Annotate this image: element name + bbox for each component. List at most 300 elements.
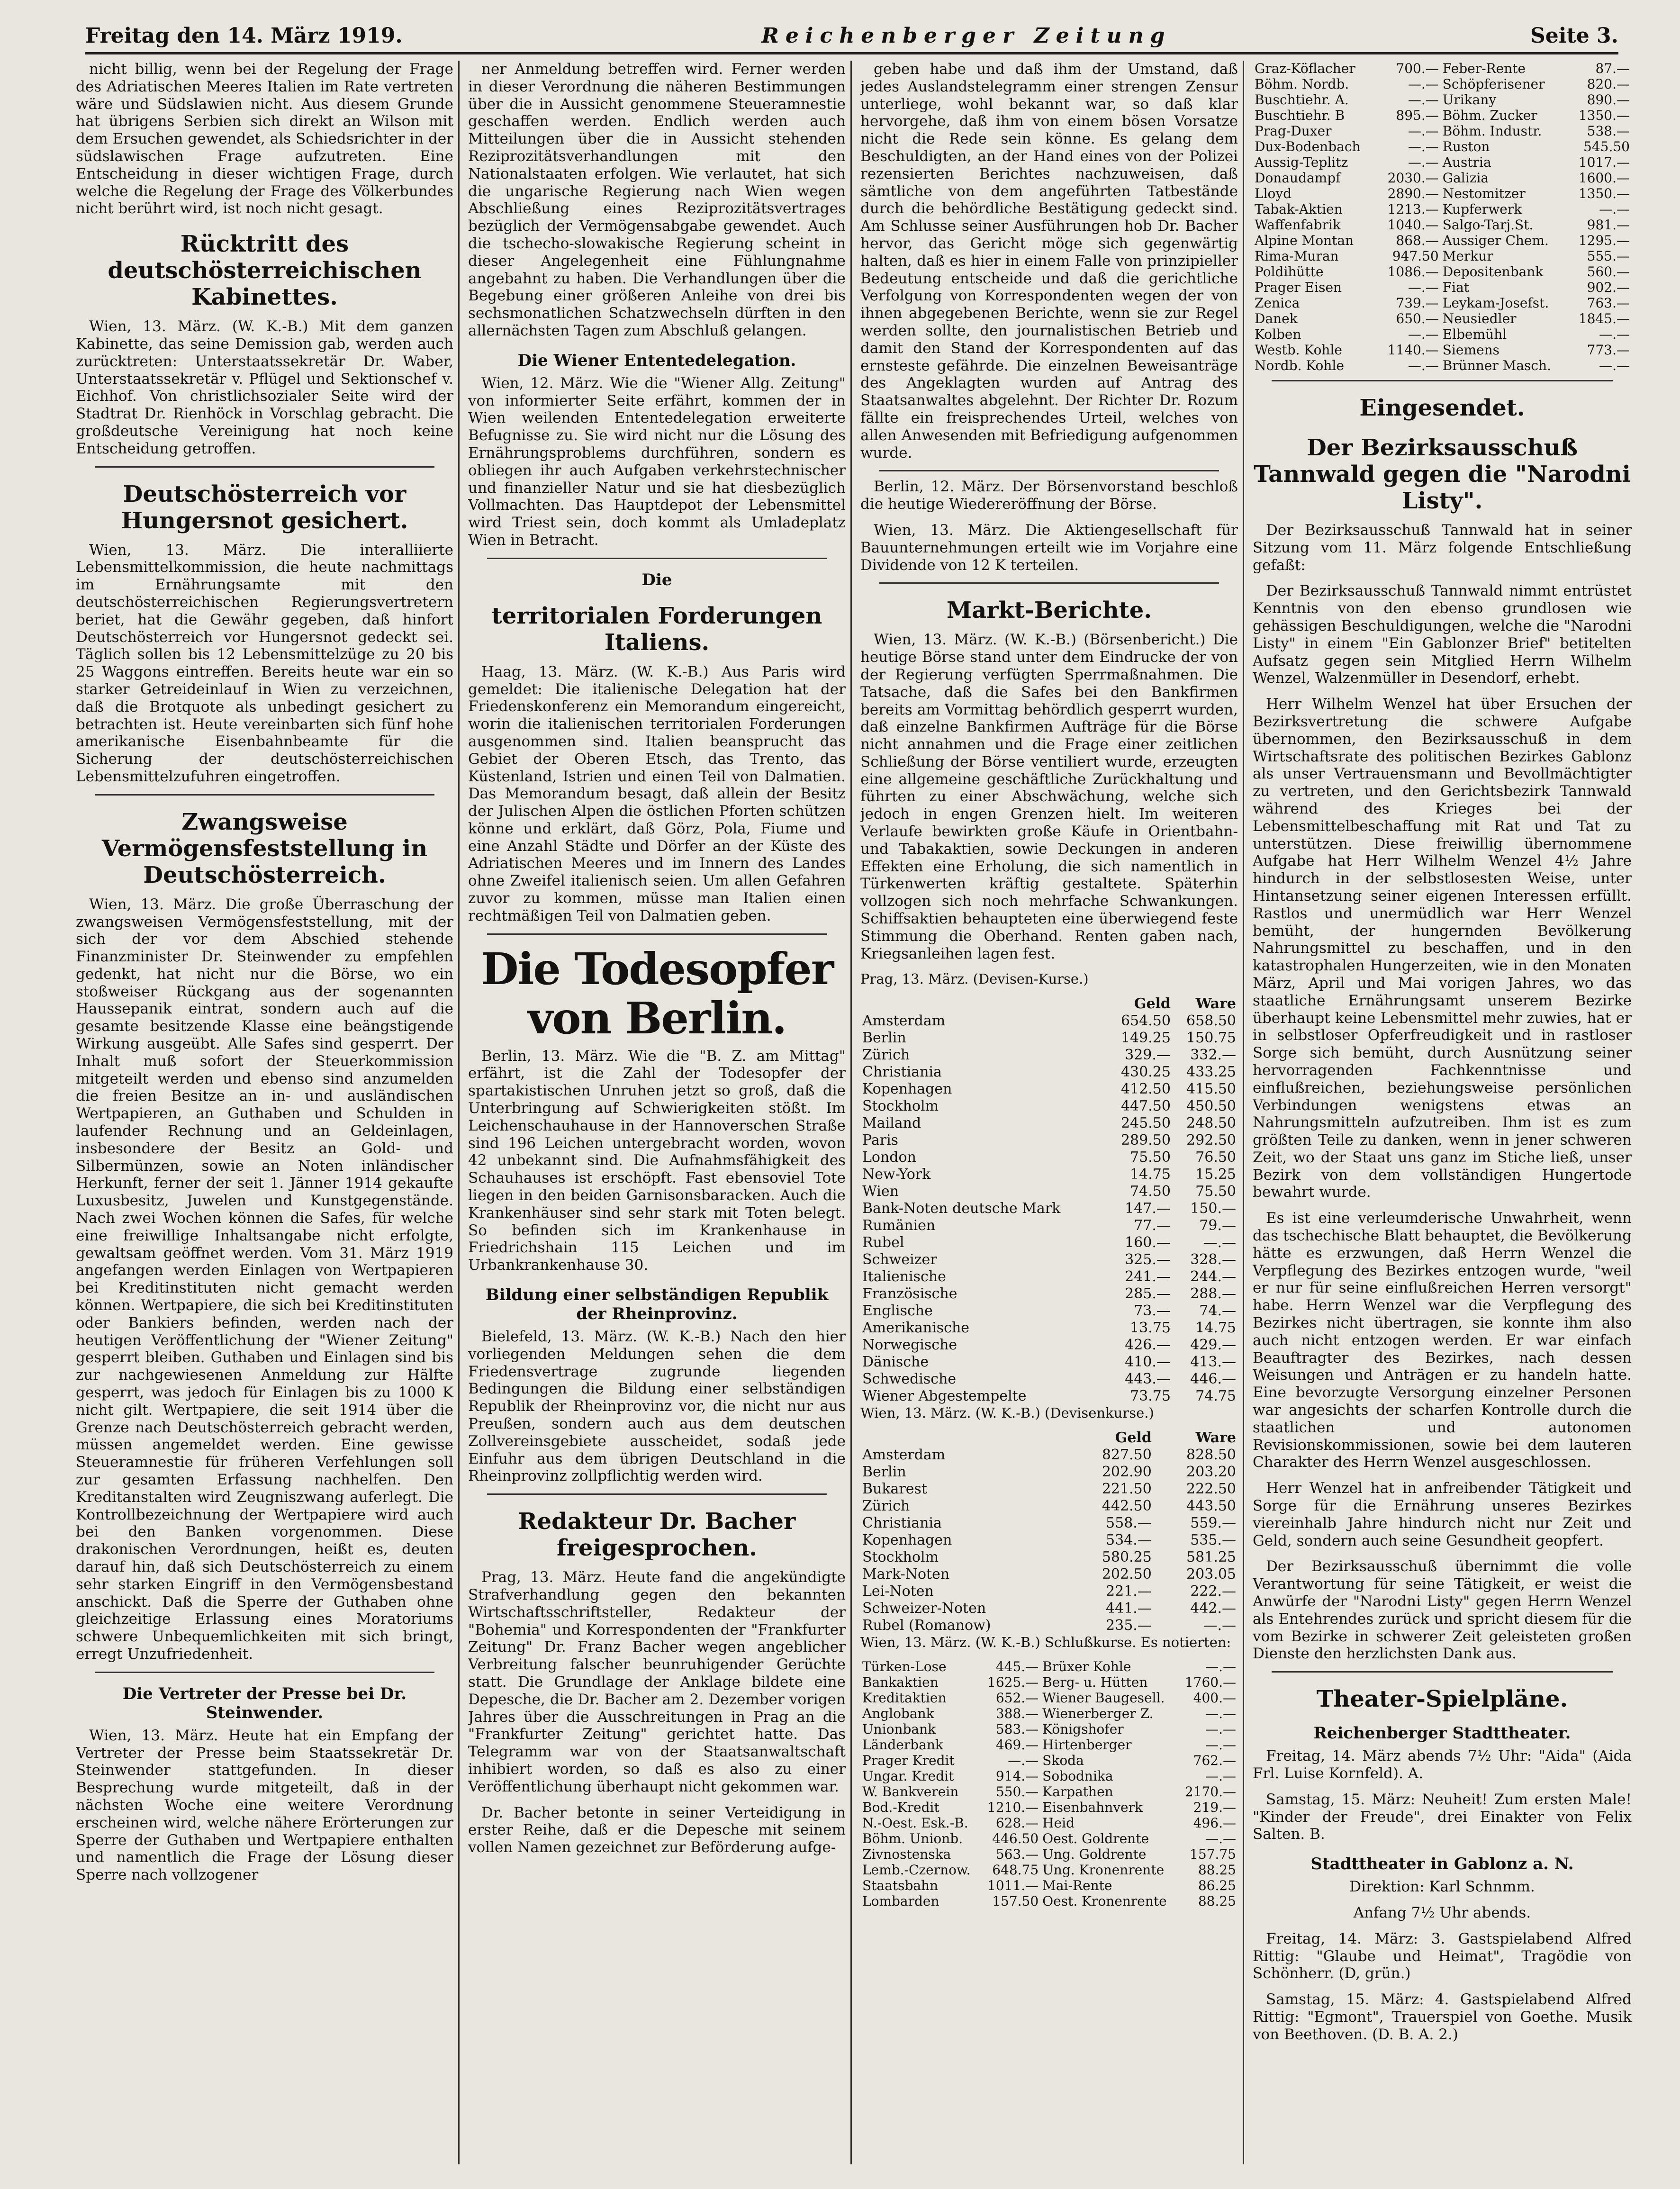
stock-price: 947.50 bbox=[1392, 248, 1439, 264]
stock-price: 763.— bbox=[1587, 295, 1630, 311]
stock-price: 628.— bbox=[995, 1815, 1039, 1831]
table-row bbox=[860, 1498, 1238, 1515]
stock-name: Elbemühl bbox=[1442, 326, 1507, 342]
stock-name: Karpathen bbox=[1042, 1784, 1113, 1800]
header-date: Freitag den 14. März 1919. bbox=[85, 23, 403, 48]
stock-price: —.— bbox=[1599, 201, 1630, 217]
stock-price: 1350.— bbox=[1578, 186, 1630, 201]
rate-geld: 74.50 bbox=[1130, 1183, 1171, 1200]
stock-name: Lloyd bbox=[1255, 186, 1292, 201]
stock-price: 700.— bbox=[1396, 61, 1439, 76]
stock-name: Nestomitzer bbox=[1442, 186, 1526, 201]
stock-price: 1140.— bbox=[1387, 342, 1439, 358]
table-row bbox=[860, 1753, 1238, 1768]
theater-name: Stadttheater in Gablonz a. N. bbox=[1310, 1854, 1574, 1874]
article-headline: Deutschösterreich vor Hungersnot gesichert. bbox=[121, 480, 408, 534]
divider bbox=[487, 933, 827, 935]
table-row bbox=[860, 1371, 1238, 1388]
table-row bbox=[860, 1566, 1238, 1583]
rate-geld: 13.75 bbox=[1130, 1320, 1171, 1337]
rate-ware: 559.— bbox=[1190, 1515, 1236, 1532]
stock-name: Wienerberger Z. bbox=[1042, 1706, 1154, 1722]
stock-name: Königshofer bbox=[1042, 1721, 1124, 1737]
header-page-number: Seite 3. bbox=[1530, 23, 1618, 48]
stock-price: 1017.— bbox=[1578, 154, 1630, 170]
currency-name: Amerikanische bbox=[862, 1320, 970, 1337]
table-row bbox=[860, 1784, 1238, 1800]
rate-geld: 654.50 bbox=[1120, 1013, 1171, 1030]
stock-price: 550.— bbox=[995, 1784, 1039, 1800]
currency-name: Schweizer bbox=[862, 1251, 937, 1268]
rate-geld: 430.25 bbox=[1120, 1064, 1171, 1081]
stock-name: Ung. Kronenrente bbox=[1042, 1862, 1165, 1878]
table-row bbox=[860, 1706, 1238, 1721]
stock-price: 652.— bbox=[995, 1690, 1039, 1706]
rate-ware: 244.— bbox=[1190, 1268, 1236, 1285]
currency-name: Mark-Noten bbox=[862, 1566, 950, 1583]
stock-price: 1210.— bbox=[987, 1800, 1039, 1816]
stock-price: 650.— bbox=[1396, 311, 1439, 326]
stock-price: 496.— bbox=[1193, 1815, 1236, 1831]
columns bbox=[76, 61, 1637, 2164]
divider bbox=[95, 794, 434, 796]
table-row bbox=[860, 1878, 1238, 1893]
currency-name: Schwedische bbox=[862, 1371, 957, 1388]
article-text: Haag, 13. März. (W. K.-B.) Aus Paris wird gemeldet: Die italienische Delegation hat der Friedenskonferenz ein Memorandum eingereicht, worin die italienischen territorialen Forderungen ausgenommen sind. Italien beansprucht das Gebiet der Oberen Etsch, das Trento, das Küstenland, Istrien und einen Teil von Dalmatien. Das Memorandum besagt, daß allein der Besitz der Julischen Alpen die östlichen Pforten schützen könne und erklärt, daß Görz, Pola, Fiume und eine Anzahl Städte und Dörfer an der Küste des Adriatischen Meeres und im Innern des Landes ohne Zweifel italienisch seien. Um allen Gefahren zuvor zu kommen, müsse man Italien einen rechtmäßigen Teil von Dalmatien geben. bbox=[468, 663, 846, 924]
stock-name: Urikany bbox=[1442, 92, 1497, 108]
stock-price: 469.— bbox=[995, 1737, 1039, 1753]
rate-ware: 450.50 bbox=[1186, 1098, 1236, 1115]
currency-name: Wiener Abgestempelte bbox=[862, 1388, 1027, 1405]
stock-name: W. Bankverein bbox=[862, 1784, 959, 1800]
rate-geld: 235.— bbox=[1106, 1617, 1152, 1634]
column-3 bbox=[860, 61, 1244, 2164]
table-row bbox=[860, 1815, 1238, 1831]
column-2 bbox=[468, 61, 852, 2164]
stock-price: 545.50 bbox=[1583, 139, 1630, 154]
currency-name: Kopenhagen bbox=[862, 1532, 952, 1549]
table-row bbox=[860, 1862, 1238, 1878]
table-row bbox=[860, 1690, 1238, 1706]
stock-price: —.— bbox=[1205, 1721, 1236, 1737]
stock-name: Ung. Goldrente bbox=[1042, 1846, 1147, 1863]
table-row bbox=[1253, 201, 1632, 217]
table-header-row bbox=[860, 995, 1238, 1013]
currency-name: Kopenhagen bbox=[862, 1081, 952, 1098]
stock-name: Austria bbox=[1442, 154, 1491, 170]
article-headline: Rücktritt des deutschösterreichischen Kabinettes. bbox=[108, 231, 422, 311]
stock-price: —.— bbox=[1408, 154, 1439, 170]
table-row bbox=[1253, 186, 1632, 201]
rate-ware: —.— bbox=[1203, 1234, 1236, 1251]
stock-price: —.— bbox=[1408, 280, 1439, 295]
stock-price: 762.— bbox=[1193, 1753, 1236, 1769]
article-text: Wien, 13. März. Die interalliierte Lebensmittelkommission, die heute nachmittags im Ernährungsamte mit den deutschösterreichischen Regierungsvertretern beriet, hat die Gewähr gegeben, daß hinfort Deutschösterreich vor Hungersnot gedeckt sei. Täglich sollen bis 12 Lebensmittelzüge zu 20 bis 25 Waggons eintreffen. Bereits heute war ein so starker Getreideinlauf in Wien zu verzeichnen, daß die Brotquote als unbedingt gesichert zu betrachten ist. Heute vereinbarten sich fünf hohe amerikanische Eisenbahnbeamte für die Sicherung der deutschösterreichischen Lebensmittelzufuhren eingetroffen. bbox=[76, 541, 453, 785]
currency-name: Berlin bbox=[862, 1030, 906, 1047]
currency-name: Zürich bbox=[862, 1047, 910, 1064]
column-4 bbox=[1253, 61, 1636, 2164]
currency-name: Englische bbox=[862, 1303, 933, 1320]
stock-name: N.-Oest. Esk.-B. bbox=[862, 1815, 968, 1831]
rate-ware: 443.50 bbox=[1186, 1498, 1236, 1515]
divider bbox=[487, 558, 827, 559]
article-text: ner Anmeldung betreffen wird. Ferner werden in dieser Verordnung die näheren Bestimmungen über die in Aussicht genommene Steueramnestie geschaffen werden. Endlich werden auch Mitteilungen über die in Aussicht stehenden Reziprozitätsverhandlungen mit den Nationalstaaten erfolgen. Wie verlautet, hat sich die ungarische Regierung nach Wien wegen Abschließung eines Reziprozitätsvertrages bezüglich der Vermögensabgabe gewendet. Auch die tschecho-slowakische Regierung scheint in dieser Angelegenheit eine Fühlungnahme angebahnt zu haben. Die Verhandlungen über die Begebung einer größeren Anleihe von drei bis sechsmonatlichen Schatzwechseln dürften in den allernächsten Tagen zum Abschluß gelangen. bbox=[468, 61, 846, 339]
article-text: Wien, 13. März. (W. K.-B.) Mit dem ganzen Kabinette, das seine Demission gab, werden auch zurücktreten: Unterstaatssekretär Dr. Waber, Unterstaatssekretär v. Pflügel und Sektionschef v. Eichhof. Von christlichsozialer Seite wird der Stadtrat Dr. Rienhöck in Vorschlag gebracht. Die großdeutsche Vereinigung hat noch keine Entscheidung getroffen. bbox=[76, 318, 453, 457]
rate-geld: 241.— bbox=[1125, 1268, 1171, 1285]
rate-geld: 426.— bbox=[1125, 1337, 1171, 1354]
table-row bbox=[860, 1268, 1238, 1285]
rate-geld: 441.— bbox=[1106, 1600, 1152, 1617]
stock-name: Westb. Kohle bbox=[1255, 342, 1342, 358]
rate-ware: —.— bbox=[1203, 1617, 1236, 1634]
table-row bbox=[1253, 217, 1632, 233]
rate-geld: 221.50 bbox=[1102, 1481, 1152, 1498]
stock-name: Graz-Köflacher bbox=[1255, 61, 1355, 76]
table-row bbox=[860, 1047, 1238, 1064]
rate-geld: 221.— bbox=[1106, 1583, 1152, 1600]
stock-price: —.— bbox=[1408, 139, 1439, 154]
table-row bbox=[860, 1217, 1238, 1234]
stock-price: 87.— bbox=[1595, 61, 1630, 76]
stock-name: Oest. Goldrente bbox=[1042, 1831, 1149, 1847]
divider bbox=[879, 470, 1219, 471]
stock-price: 88.25 bbox=[1198, 1893, 1236, 1909]
rate-geld: 289.50 bbox=[1120, 1132, 1171, 1149]
stock-name: Buschtiehr. B bbox=[1255, 108, 1345, 123]
stock-price: —.— bbox=[1205, 1831, 1236, 1847]
stock-price: 868.— bbox=[1396, 233, 1439, 248]
rate-ware: 332.— bbox=[1190, 1047, 1236, 1064]
stock-price: 2030.— bbox=[1387, 170, 1439, 186]
table-row bbox=[1253, 248, 1632, 264]
stock-price: —.— bbox=[1408, 326, 1439, 342]
rate-geld: 77.— bbox=[1134, 1217, 1171, 1234]
stock-price: —.— bbox=[1599, 358, 1630, 373]
currency-name: Wien bbox=[862, 1183, 899, 1200]
table-row bbox=[860, 1303, 1238, 1320]
article-text: Berlin, 12. März. Der Börsenvorstand beschloß die heutige Wiedereröffnung der Börse. bbox=[860, 478, 1238, 513]
rate-geld: 827.50 bbox=[1102, 1447, 1152, 1464]
article-text: Wien, 13. März. (W. K.-B.) (Börsenbericht.) Die heutige Börse stand unter dem Eindrucke der von der Regierung verfügten Sperrmaßnahmen. Die Tatsache, daß die Safes bei den Bankfirmen bereits am Vormittag behördlich gesperrt wurden, daß einzelne Bankfirmen Aufträge für die Börse nicht annahmen und die Frage einer zeitlichen Schließung der Börse ventiliert wurde, erzeugten eine allgemeine geschäftliche Zurückhaltung und führten zu einer Abschwächung, welche sich jedoch in engen Grenzen hielt. Im weiteren Verlaufe bewirkten große Käufe in Orientbahn- und Tabakaktien, sowie Deckungen in anderen Effekten eine Erholung, die sich namentlich in Türkenwerten kräftig gestaltete. Späterhin vollzogen sich noch mehrfache Schwankungen. Schiffsaktien behaupteten eine überwiegend feste Stimmung die Oberhand. Renten gaben nach, Kriegsanleihen lagen fest. bbox=[860, 631, 1238, 962]
currency-name: Norwegische bbox=[862, 1337, 957, 1354]
stock-table bbox=[860, 1659, 1238, 1909]
stock-name: Schöpferisener bbox=[1442, 76, 1545, 92]
fx-title: Wien, 13. März. (W. K.-B.) (Devisenkurse.) bbox=[860, 1405, 1154, 1421]
table-row bbox=[1253, 61, 1632, 76]
theater-entry: Samstag, 15. März: Neuheit! Zum ersten Male! "Kinder der Freude", drei Einakter von Felix Salten. B. bbox=[1253, 1791, 1632, 1843]
article-headline: Zwangsweise Vermögensfeststellung in Deutschösterreich. bbox=[101, 808, 428, 888]
rate-ware: 222.— bbox=[1190, 1583, 1236, 1600]
stock-name: Böhm. Industr. bbox=[1442, 123, 1542, 139]
rate-ware: 581.25 bbox=[1186, 1549, 1236, 1566]
stock-price: 648.75 bbox=[992, 1862, 1039, 1878]
table-row bbox=[860, 1617, 1238, 1634]
rate-ware: 150.— bbox=[1190, 1200, 1236, 1217]
stock-price: 890.— bbox=[1587, 92, 1630, 108]
currency-name: Stockholm bbox=[862, 1549, 939, 1566]
currency-name: Rubel (Romanow) bbox=[862, 1617, 991, 1634]
rate-ware: 14.75 bbox=[1195, 1320, 1236, 1337]
stock-name: Staatsbahn bbox=[862, 1878, 939, 1894]
currency-name: Rubel bbox=[862, 1234, 904, 1251]
article-headline: Der Bezirksausschuß Tannwald gegen die "Narodni Listy". bbox=[1254, 434, 1631, 514]
table-row bbox=[860, 1737, 1238, 1753]
table-row bbox=[860, 1166, 1238, 1183]
table-row bbox=[860, 1030, 1238, 1047]
currency-name: Amsterdam bbox=[862, 1013, 946, 1030]
table-row bbox=[860, 1583, 1238, 1600]
stock-price: 157.75 bbox=[1190, 1846, 1236, 1863]
rate-ware: 413.— bbox=[1190, 1354, 1236, 1371]
article-headline-prefix: Die bbox=[641, 570, 672, 589]
article-text: Wien, 13. März. Heute hat ein Empfang der Vertreter der Presse beim Staatssekretär Dr. Steinwender stattgefunden. In dieser Besprechung wurde mitgeteilt, daß in der nächsten Woche eine weitere Verordnung erscheinen wird, welche nähere Erörterungen zur Sperre der Guthaben und Wertpapiere enthalten und namentlich die Frage der Lösung dieser Sperre nach vollzogener bbox=[76, 1727, 453, 1884]
article-headline: Die Wiener Ententedelegation. bbox=[517, 351, 796, 370]
stock-price: 157.50 bbox=[992, 1893, 1039, 1909]
rate-geld: 285.— bbox=[1125, 1285, 1171, 1303]
fx-table-prag bbox=[860, 995, 1238, 1405]
rate-geld: 149.25 bbox=[1120, 1030, 1171, 1047]
column-header: Ware bbox=[1195, 1429, 1236, 1447]
stock-price: 1213.— bbox=[1387, 201, 1439, 217]
stock-name: Salgo-Tarj.St. bbox=[1442, 217, 1534, 233]
theater-entry: Samstag, 15. März: 4. Gastspielabend Alfred Rittig: "Egmont", Trauerspiel von Goethe. Musik von Beethoven. (D. B. A. 2.) bbox=[1253, 1991, 1632, 2043]
stock-name: Brünner Masch. bbox=[1442, 358, 1551, 373]
table-row bbox=[1253, 76, 1632, 92]
stock-price: 560.— bbox=[1587, 264, 1630, 280]
article-headline: Bildung einer selbständigen Republik der Rheinprovinz. bbox=[485, 1285, 829, 1324]
stock-name: Unionbank bbox=[862, 1721, 936, 1737]
column-header: Ware bbox=[1195, 995, 1236, 1013]
rate-geld: 160.— bbox=[1125, 1234, 1171, 1251]
stock-price: 88.25 bbox=[1198, 1862, 1236, 1878]
table-row bbox=[860, 1549, 1238, 1566]
stock-name: Kolben bbox=[1255, 326, 1301, 342]
article-text: Wien, 13. März. Die große Überraschung der zwangsweisen Vermögensfeststellung, mit der sich der vor dem Abschied stehende Finanzminister Dr. Steinwender zu empfehlen gedenkt, hat nicht nur die Börse, wo ein stoßweiser Rückgang aus der sogenannten Haussepanik eintrat, sondern auch auf die gesamte besitzende Klasse eine beängstigende Wirkung ausgeübt. Alle Safes sind gesperrt. Der Inhalt muß sofort der Steuerkommission mitgeteilt werden und ebenso sind anzumelden die freien Besitze an in- und ausländischen Wertpapieren, an Guthaben und Schulden in laufender Rechnung und an Geldeinlagen, insbesondere der Besitz an Gold- und Silbermünzen, sowie an Noten inländischer Herkunft, ferner der seit 1. Jänner 1914 gekaufte Luxusbesitz, Juwelen und Kunstgegenstände. Nach zwei Wochen können die Safes, für welche eine freiwillige Inhaltsangabe nicht erfolgte, gewaltsam geöffnet werden. Vom 31. März 1919 angefangen werden Einlagen von Wertpapieren bei Kreditinstituten nicht gemacht werden können. Wertpapiere, die sich bei Kreditinstituten oder Bankiers befinden, werden nach der heutigen Veröffentlichung der "Wiener Zeitung" gesperrt bleiben. Guthaben und Einlagen sind bis zur nachgewiesenen Anmeldung zur Hälfte gesperrt, was jedoch für Einlagen bis zu 1000 K nicht gilt. Wertpapiere, die seit 1914 über die Grenze nach Deutschösterreich gebracht werden, müssen angemeldet werden. Eine gewisse Steueramnestie für früheren Verfehlungen soll zur gesamten Erfassung nachhelfen. Den Kreditanstalten wird Zeugniszwang auferlegt. Die Kontrollbezeichnung der Wertpapiere wird auch bei den Banken vorgenommen. Diese drakonischen Verordnungen, heißt es, deuten darauf hin, daß sich Deutschösterreich zu einem sehr starken Eingriff in den Vermögensbestand anschickt. Daß die Sperre der Guthaben ohne gleichzeitige Erlassung eines Moratoriums schwere Unbequemlichkeiten mit sich bringt, erregt Unzufriedenheit. bbox=[76, 896, 453, 1663]
stock-name: Böhm. Nordb. bbox=[1255, 76, 1349, 92]
article-text: Herr Wilhelm Wenzel hat über Ersuchen der Bezirksvertretung die schwere Aufgabe übernommen, den Bezirksausschuß in dem Wirtschaftsrate des politischen Bezirkes Gablonz als unser Vertrauensmann und Bevollmächtigter zu vertreten, und den Gerichtsbezirk Tannwald während des Krieges bei der Lebensmittelbeschaffung mit Rat und Tat zu unterstützen. Diese freiwillig übernommene Aufgabe hat Herr Wilhelm Wenzel 4½ Jahre hindurch in der selbstlosesten Weise, unter Hintansetzung seiner eigenen Interessen erfüllt. Rastlos und unermüdlich war Herr Wenzel bemüht, der hungernden Bevölkerung Nahrungsmittel zu beschaffen, und in den katastrophalen Hungerzeiten, wie in den Monaten März, April und Mai vorigen Jahres, wo das staatliche Ernährungsamt unserem Bezirke überhaupt keine Lebensmittel mehr zuwies, hat er in selbstloser Opferfreudigkeit und in rastloser Sorge sich bemüht, durch Ausnützung seiner hervorragenden Fachkenntnisse und einflußreichen, beziehungsweise persönlichen Verbindungen wenigstens etwas an Nahrungsmitteln aufzutreiben. Ihm ist es zum größten Teile zu danken, wenn in jener schweren Zeit, wo der Staat uns ganz im Stiche ließ, unser Bezirk von dem vollständigen Hungertode bewahrt wurde. bbox=[1253, 696, 1632, 1201]
stock-price: 1086.— bbox=[1387, 264, 1439, 280]
stock-name: Ruston bbox=[1442, 139, 1490, 154]
currency-name: Dänische bbox=[862, 1354, 929, 1371]
stock-name: Sobodnika bbox=[1042, 1768, 1113, 1784]
stock-name: Aussig-Teplitz bbox=[1255, 154, 1348, 170]
header-title: Reichenberger Zeitung bbox=[761, 23, 1172, 48]
rate-ware: 292.50 bbox=[1186, 1132, 1236, 1149]
column-header: Geld bbox=[1134, 995, 1171, 1013]
stock-name: Länderbank bbox=[862, 1737, 943, 1753]
rate-ware: 288.— bbox=[1190, 1285, 1236, 1303]
section-headline: Eingesendet. bbox=[1359, 395, 1525, 421]
stock-price: 400.— bbox=[1193, 1690, 1236, 1706]
rate-geld: 147.— bbox=[1125, 1200, 1171, 1217]
stock-name: Buschtiehr. A. bbox=[1255, 92, 1349, 108]
currency-name: Christiania bbox=[862, 1064, 942, 1081]
table-row bbox=[860, 1600, 1238, 1617]
rate-geld: 580.25 bbox=[1102, 1549, 1152, 1566]
table-row bbox=[860, 1800, 1238, 1815]
rate-ware: 203.20 bbox=[1186, 1464, 1236, 1481]
stock-price: —.— bbox=[1408, 76, 1439, 92]
table-row bbox=[860, 1013, 1238, 1030]
rate-geld: 534.— bbox=[1106, 1532, 1152, 1549]
table-row bbox=[1253, 264, 1632, 280]
stock-price: 563.— bbox=[995, 1846, 1039, 1863]
table-row bbox=[860, 1464, 1238, 1481]
section-headline: Theater-Spielpläne. bbox=[1316, 1686, 1568, 1713]
table-row bbox=[860, 1320, 1238, 1337]
rate-ware: 658.50 bbox=[1186, 1013, 1236, 1030]
article-text: Der Bezirksausschuß übernimmt die volle Verantwortung für seine Tätigkeit, er weist die Anwürfe der "Narodni Listy" gegen Herrn Wenzel als Entehrendes zurück und spricht diesem für die vom Bezirke in schwerer Zeit geleisteten großen Dienste den herzlichsten Dank aus. bbox=[1253, 1558, 1632, 1663]
article-headline: Die Todesopfer von Berlin. bbox=[480, 943, 833, 1044]
stock-name: Feber-Rente bbox=[1442, 61, 1526, 76]
stock-price: —.— bbox=[1205, 1768, 1236, 1784]
stock-name: Kreditaktien bbox=[862, 1690, 947, 1706]
rate-ware: 446.— bbox=[1190, 1371, 1236, 1388]
rate-ware: 415.50 bbox=[1186, 1081, 1236, 1098]
table-row bbox=[860, 1183, 1238, 1200]
rate-ware: 429.— bbox=[1190, 1337, 1236, 1354]
stock-name: Oest. Kronenrente bbox=[1042, 1893, 1167, 1909]
rate-ware: 76.50 bbox=[1195, 1149, 1236, 1166]
table-row bbox=[1253, 295, 1632, 311]
stock-name: Wiener Baugesell. bbox=[1042, 1690, 1165, 1706]
stock-price: 583.— bbox=[995, 1721, 1039, 1737]
table-row bbox=[860, 1251, 1238, 1268]
stock-price: —.— bbox=[1205, 1706, 1236, 1722]
table-row bbox=[1253, 92, 1632, 108]
rate-ware: 150.75 bbox=[1186, 1030, 1236, 1047]
stock-price: —.— bbox=[1408, 123, 1439, 139]
table-row bbox=[860, 1674, 1238, 1690]
article-text: Herr Wenzel hat in anfreibender Tätigkeit und Sorge für die Ernährung unseres Bezirkes viereinhalb Jahre hindurch nicht nur Zeit und Geld, sondern auch seine Gesundheit geopfert. bbox=[1253, 1480, 1632, 1549]
stock-name: Dux-Bodenbach bbox=[1255, 139, 1361, 154]
stock-name: Mai-Rente bbox=[1042, 1878, 1112, 1894]
stock-name: Böhm. Zucker bbox=[1442, 108, 1537, 123]
stock-table bbox=[1253, 61, 1632, 373]
rate-geld: 75.50 bbox=[1130, 1149, 1171, 1166]
stock-name: Leykam-Josefst. bbox=[1442, 295, 1549, 311]
stock-price: 820.— bbox=[1587, 76, 1630, 92]
rate-geld: 442.50 bbox=[1102, 1498, 1152, 1515]
rate-ware: 828.50 bbox=[1186, 1447, 1236, 1464]
currency-name: Französische bbox=[862, 1285, 957, 1303]
currency-name: Zürich bbox=[862, 1498, 910, 1515]
stock-price: 914.— bbox=[995, 1768, 1039, 1784]
article-text: Prag, 13. März. Heute fand die angekündigte Strafverhandlung gegen den bekannten Wirtschaftsschriftsteller, Redakteur der "Bohemia" und Korrespondenten der "Frankfurter Zeitung" Dr. Franz Bacher wegen angeblicher Verbreitung falscher beunruhigender Gerüchte statt. Die Grundlage der Anklage bildete eine Depesche, die Dr. Bacher am 2. Dezember vorigen Jahres über die Ausschreitungen in Prag an die "Frankfurter Zeitung" gerichtet hatte. Das Telegramm war von der Staatsanwaltschaft inhibiert worden, so daß es also zu einer Veröffentlichung überhaupt nicht gekommen war. bbox=[468, 1569, 846, 1795]
stock-name: Kupferwerk bbox=[1442, 201, 1522, 217]
stock-name: Zenica bbox=[1255, 295, 1300, 311]
stock-price: 445.— bbox=[995, 1659, 1039, 1675]
currency-name: Schweizer-Noten bbox=[862, 1600, 986, 1617]
rate-geld: 202.90 bbox=[1102, 1464, 1152, 1481]
currency-name: Rumänien bbox=[862, 1217, 936, 1234]
stock-price: —.— bbox=[1205, 1659, 1236, 1675]
page-header bbox=[85, 19, 1618, 54]
fx-title: Prag, 13. März. (Devisen-Kurse.) bbox=[860, 971, 1089, 987]
rate-geld: 202.50 bbox=[1102, 1566, 1152, 1583]
stock-price: 1350.— bbox=[1578, 108, 1630, 123]
table-row bbox=[860, 1132, 1238, 1149]
currency-name: Italienische bbox=[862, 1268, 946, 1285]
stock-price: 902.— bbox=[1587, 280, 1630, 295]
stock-name: Prager Kredit bbox=[862, 1753, 955, 1769]
article-text: Berlin, 13. März. Wie die "B. Z. am Mittag" erfährt, ist die Zahl der Todesopfer der spartakistischen Unruhen jetzt so groß, daß die Unterbringung auf Schwierigkeiten stößt. Im Leichenschauhause in der Hannoverschen Straße sind 196 Leichen untergebracht worden, wovon 42 unbekannt sind. Die Aufnahmsfähigkeit des Schauhauses ist erschöpft. Fast ebensoviel Tote liegen in den beiden Garnisonsbaracken. Auch die Krankenhäuser sind sehr stark mit Toten belegt. So befinden sich im Krankenhause in Friedrichshain 115 Leichen und im Urbankrankenhause 30. bbox=[468, 1047, 846, 1274]
stock-name: Anglobank bbox=[862, 1706, 934, 1722]
stock-name: Berg- u. Hütten bbox=[1042, 1674, 1148, 1691]
stock-name: Böhm. Unionb. bbox=[862, 1831, 963, 1847]
table-row bbox=[860, 1081, 1238, 1098]
table-row bbox=[1253, 139, 1632, 154]
rate-geld: 558.— bbox=[1106, 1515, 1152, 1532]
stock-name: Prag-Duxer bbox=[1255, 123, 1332, 139]
stock-name: Prager Eisen bbox=[1255, 280, 1342, 295]
table-row bbox=[860, 1532, 1238, 1549]
rate-geld: 73.— bbox=[1134, 1303, 1171, 1320]
table-row bbox=[860, 1337, 1238, 1354]
currency-name: London bbox=[862, 1149, 916, 1166]
rate-ware: 203.05 bbox=[1186, 1566, 1236, 1583]
stock-price: 388.— bbox=[995, 1706, 1039, 1722]
stock-name: Siemens bbox=[1442, 342, 1499, 358]
stock-name: Fiat bbox=[1442, 280, 1470, 295]
table-row bbox=[860, 1234, 1238, 1251]
stock-price: 1600.— bbox=[1578, 170, 1630, 186]
table-row bbox=[1253, 123, 1632, 139]
table-row bbox=[860, 1098, 1238, 1115]
stock-name: Ungar. Kredit bbox=[862, 1768, 954, 1784]
rate-geld: 245.50 bbox=[1120, 1115, 1171, 1132]
stock-name: Galizia bbox=[1442, 170, 1489, 186]
stock-name: Eisenbahnverk bbox=[1042, 1800, 1143, 1816]
article-text: Der Bezirksausschuß Tannwald nimmt entrüstet Kenntnis von den ebenso grundlosen wie gehässigen Beschuldigungen, welche die "Narodni Listy" in einem "Ein Gablonzer Brief" betitelten Aufsatz gegen sein Mitglied Herrn Wilhelm Wenzel, Walzenmüller in Desendorf, erhebt. bbox=[1253, 582, 1632, 687]
stock-name: Türken-Lose bbox=[862, 1659, 947, 1675]
table-header-row bbox=[860, 1429, 1238, 1447]
stock-name: Lombarden bbox=[862, 1893, 939, 1909]
table-row bbox=[860, 1481, 1238, 1498]
stock-name: Aussiger Chem. bbox=[1442, 233, 1549, 248]
stock-price: 219.— bbox=[1193, 1800, 1236, 1816]
table-row bbox=[860, 1354, 1238, 1371]
article-text: geben habe und daß ihm der Umstand, daß jedes Auslandstelegramm einer strengen Zensur unterliege, wohl bekannt war, so daß klar hervorgehe, daß ihm von einem bösen Vorsatze nicht die Rede sein könne. Es gelang dem Beschuldigten, an der Hand eines von der Polizei rezensierten Berichtes nachzuweisen, daß sämtliche von dem angeführten Tatbestände durch die behördliche Bestätigung gedeckt sind. Am Schlusse seiner Ausführungen hob Dr. Bacher hervor, das Gericht möge sich gegenwärtig halten, daß es hier in einem Falle von prinzipieller Bedeutung entscheide und daß die gerichtliche Verfolgung von Korrespondenten wegen der von ihnen abgegebenen Berichte, wenn sie zur Regel werden sollte, den journalistischen Betrieb und damit den Stand der Korrespondenten auf das ernsteste gefährde. Die einzelnen Beweisanträge des Angeklagten wurden auf Antrag des Staatsanwaltes abgelehnt. Der Richter Dr. Rozum fällte ein freisprechendes Urteil, welches von allen Anwesenden mit Befriedigung aufgenommen wurde. bbox=[860, 61, 1238, 461]
rate-geld: 412.50 bbox=[1120, 1081, 1171, 1098]
stock-price: —.— bbox=[1599, 326, 1630, 342]
article-headline: territorialen Forderungen Italiens. bbox=[491, 602, 822, 656]
rate-ware: 248.50 bbox=[1186, 1115, 1236, 1132]
stock-name: Alpine Montan bbox=[1255, 233, 1354, 248]
rate-ware: 535.— bbox=[1190, 1532, 1236, 1549]
stock-name: Brüxer Kohle bbox=[1042, 1659, 1131, 1675]
stock-name: Donaudampf bbox=[1255, 170, 1341, 186]
table-row bbox=[860, 1659, 1238, 1674]
table-row bbox=[1253, 342, 1632, 358]
stock-name: Lemb.-Czernow. bbox=[862, 1862, 971, 1878]
currency-name: Christiania bbox=[862, 1515, 942, 1532]
stock-price: —.— bbox=[1008, 1753, 1039, 1769]
table-row bbox=[1253, 280, 1632, 295]
rate-geld: 410.— bbox=[1125, 1354, 1171, 1371]
table-row bbox=[860, 1149, 1238, 1166]
stock-price: —.— bbox=[1205, 1737, 1236, 1753]
stock-name: Bankaktien bbox=[862, 1674, 939, 1691]
table-row bbox=[860, 1893, 1238, 1909]
currency-name: Bukarest bbox=[862, 1481, 927, 1498]
stock-name: Merkur bbox=[1442, 248, 1493, 264]
rate-ware: 75.50 bbox=[1195, 1183, 1236, 1200]
stock-name: Poldihütte bbox=[1255, 264, 1324, 280]
rate-geld: 443.— bbox=[1125, 1371, 1171, 1388]
table-row bbox=[860, 1846, 1238, 1862]
stock-price: —.— bbox=[1408, 358, 1439, 373]
